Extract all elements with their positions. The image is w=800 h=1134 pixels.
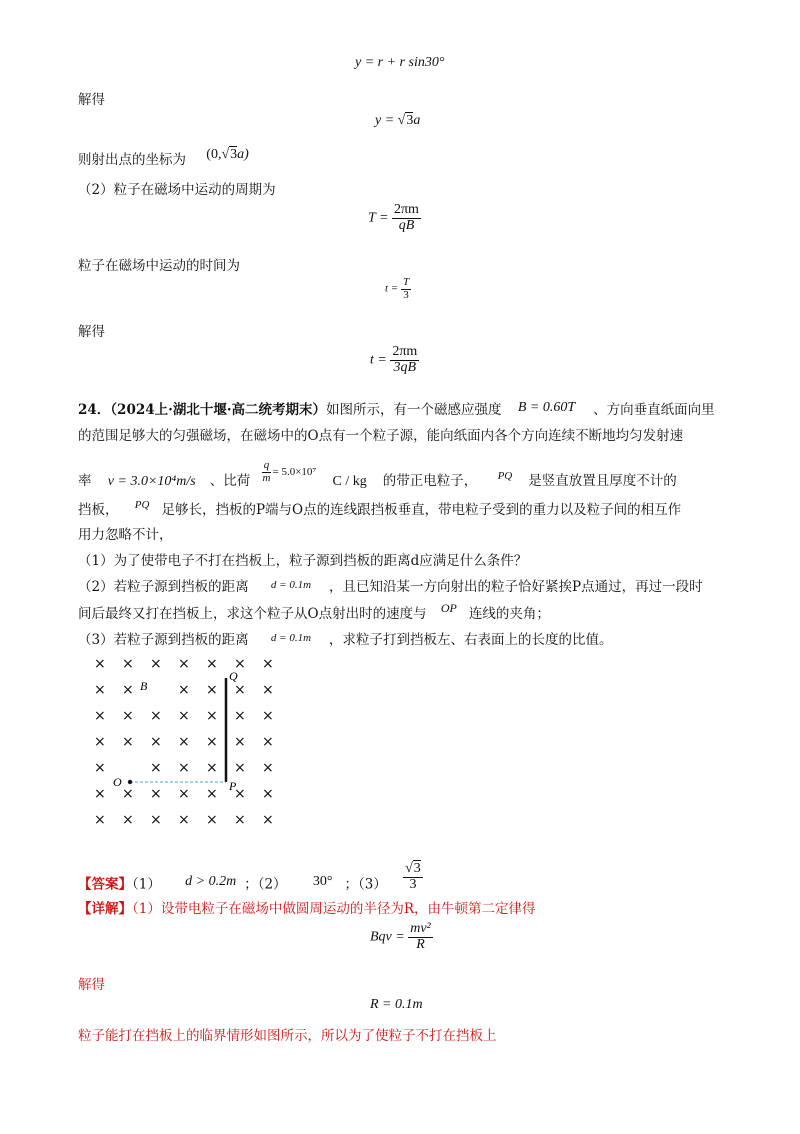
field-cross: × [262, 656, 274, 672]
field-cross: × [94, 656, 106, 672]
field-cross: × [234, 760, 246, 776]
problem-text: 、方向垂直纸面向里 [593, 402, 715, 418]
field-cross: × [206, 708, 218, 724]
eq-tail: a [413, 113, 421, 128]
field-cross: × [234, 656, 246, 672]
problem-source: （2024上·湖北十堰·高二统考期末） [110, 402, 327, 418]
field-cross: × [122, 812, 134, 828]
detail-tag: 【详解】 [78, 901, 132, 917]
problem-text: 的带正电粒子， [382, 473, 478, 489]
field-cross: × [178, 682, 190, 698]
field-cross: × [178, 786, 190, 802]
field-cross: × [178, 812, 190, 828]
field-cross: × [150, 760, 162, 776]
eq-den: 3qB [393, 359, 417, 375]
field-cross: × [122, 656, 134, 672]
question-1: （1）为了使带电子不打在挡板上，粒子源到挡板的距离d应满足什么条件？ [78, 553, 528, 569]
detail-last-line: 粒子能打在挡板上的临界情形如图所示，所以为了使粒子不打在挡板上 [78, 1028, 497, 1044]
equation-radius: R = 0.1m [370, 997, 423, 1012]
answer-tag: 【答案】 [78, 876, 132, 893]
problem-line-4 [78, 498, 681, 518]
problem-text: 率 [78, 473, 92, 489]
field-cross: × [262, 708, 274, 724]
eq-lhs: T = [368, 210, 392, 226]
field-cross: × [206, 682, 218, 698]
label-p: P [229, 779, 237, 793]
question-text: （3）若粒子源到挡板的距离 [78, 632, 249, 648]
field-cross: × [122, 708, 134, 724]
field-cross: × [206, 734, 218, 750]
eq-rad: 3 [406, 113, 414, 128]
answer-part: ；（2） [244, 876, 287, 893]
field-cross: × [234, 734, 246, 750]
question-text: ，且已知沿某一方向射出的粒子恰好紧挨P点通过，再过一段时 [329, 579, 703, 595]
coord-expr: (0,√3a) [206, 147, 249, 162]
pq-label: PQ [497, 470, 513, 482]
label-o: O [113, 775, 122, 789]
question-text: 连线的夹角； [468, 606, 550, 622]
problem-text: 、比荷 [209, 473, 251, 489]
field-cross: × [178, 656, 190, 672]
field-cross: × [150, 734, 162, 750]
problem-line-2: 的范围足够大的匀强磁场，在磁场中的O点有一个粒子源，能向纸面内各个方向连续不断地均匀发射速 [78, 428, 684, 444]
field-cross: × [206, 760, 218, 776]
problem-line-3 [78, 459, 677, 495]
question-2-line-1 [78, 575, 703, 595]
field-cross: × [122, 786, 134, 802]
d-value: d = 0.1m [270, 632, 312, 644]
coordinate-line [78, 148, 249, 169]
eq-lhs: Bqv = [370, 929, 409, 945]
field-cross: × [150, 786, 162, 802]
detail-text: （1）设带电粒子在磁场中做圆周运动的半径为R，由牛顿第二定律得 [132, 901, 536, 917]
eq-den: R [416, 936, 425, 952]
field-cross: × [178, 708, 190, 724]
field-cross: × [94, 682, 106, 698]
source-point-o [128, 780, 132, 784]
pq-label: PQ [134, 499, 150, 511]
field-cross: × [262, 812, 274, 828]
equation-time-result [370, 345, 419, 375]
time-intro: 粒子在磁场中运动的时间为 [78, 258, 240, 274]
answer-part: ；（3） [344, 876, 387, 893]
d-value: d = 0.1m [270, 579, 312, 591]
answer-part: （1） [132, 876, 161, 893]
question-text: （2）若粒子源到挡板的距离 [78, 579, 249, 595]
field-cross: × [122, 734, 134, 750]
equation-period [368, 203, 421, 233]
eq-den: 3 [409, 876, 417, 892]
field-cross: × [234, 812, 246, 828]
charge-mass-ratio [261, 459, 317, 484]
field-cross: × [262, 760, 274, 776]
equation-y-r: y = r + r sin30° [355, 55, 445, 70]
question-text: ，求粒子打到挡板左、右表面上的长度的比值。 [329, 632, 613, 648]
problem-line-5: 用力忽略不计， [78, 527, 173, 543]
coord-open: (0, [206, 147, 222, 162]
equation-newton [370, 922, 433, 952]
qm-unit: C / kg [332, 474, 367, 489]
label-q: Q [229, 669, 238, 683]
jiede-label: 解得 [78, 92, 105, 108]
equation-time-t3 [385, 277, 411, 301]
field-cross: × [178, 760, 190, 776]
answer-2-value: 30° [312, 874, 333, 890]
coord-rad: 3 [230, 147, 238, 162]
field-cross: × [150, 656, 162, 672]
field-cross: × [206, 786, 218, 802]
field-crosses [94, 656, 274, 828]
field-cross: × [94, 734, 106, 750]
field-cross: × [234, 708, 246, 724]
question-3 [78, 628, 613, 648]
op-label: OP [440, 601, 457, 615]
coord-prefix: 则射出点的坐标为 [78, 152, 186, 168]
eq-num: q [263, 459, 270, 472]
problem-text: 是竖直放置且厚度不计的 [528, 473, 677, 489]
field-cross: × [262, 682, 274, 698]
field-cross: × [94, 786, 106, 802]
field-cross: × [178, 734, 190, 750]
field-cross: × [234, 786, 246, 802]
field-cross: × [150, 708, 162, 724]
field-cross: × [262, 734, 274, 750]
eq-num: T [402, 276, 410, 288]
qm-value: = 5.0×10⁷ [272, 466, 317, 478]
eq-lhs: t = [370, 352, 391, 368]
answer-1-value: d > 0.2m [185, 874, 237, 890]
eq-den: 3 [403, 288, 409, 301]
problem-number: 24． [78, 402, 111, 418]
problem-text: 足够长，挡板的P端与O点的连线跟挡板垂直，带电粒子受到的重力以及粒子间的相互作 [161, 502, 682, 518]
eq-den: m [262, 471, 271, 484]
eq-num: 3 [413, 861, 421, 876]
field-cross: × [234, 682, 246, 698]
field-cross: × [150, 812, 162, 828]
b-value: B = 0.60T [517, 400, 576, 415]
v-value: v = 3.0×10⁴m/s [107, 474, 196, 489]
answer-3-value: $\frac{√3}{3}$ [405, 861, 421, 892]
problem-text: 如图所示，有一个磁感应强度 [326, 402, 502, 418]
problem-line-1 [78, 398, 715, 419]
coord-tail: a) [237, 147, 249, 162]
question-2-line-2 [78, 602, 550, 622]
eq-num: mv² [410, 921, 431, 936]
eq-den: qB [398, 217, 415, 233]
field-cross: × [94, 812, 106, 828]
question-text: 间后最终又打在挡板上，求这个粒子从O点射出时的速度与 [78, 606, 427, 622]
detail-jiede: 解得 [78, 977, 105, 993]
field-cross: × [262, 786, 274, 802]
detail-line-1 [78, 897, 536, 917]
answer-line [78, 861, 423, 900]
magnetic-field-figure [86, 650, 296, 835]
field-cross: × [206, 812, 218, 828]
q2-period-intro: （2）粒子在磁场中运动的周期为 [78, 182, 276, 198]
eq-num: 2πm [393, 202, 419, 217]
eq-num: 2πm [392, 344, 418, 359]
jiede-label-2: 解得 [78, 324, 105, 340]
problem-text: 挡板， [78, 502, 119, 518]
eq-lhs: t = [385, 282, 401, 295]
field-cross: × [94, 708, 106, 724]
eq-lhs: y = [375, 113, 398, 128]
field-cross: × [94, 760, 106, 776]
equation-y-sqrt3a: y = √3a [375, 113, 421, 128]
label-b: B [140, 679, 148, 693]
field-cross: × [122, 682, 134, 698]
field-cross: × [206, 656, 218, 672]
